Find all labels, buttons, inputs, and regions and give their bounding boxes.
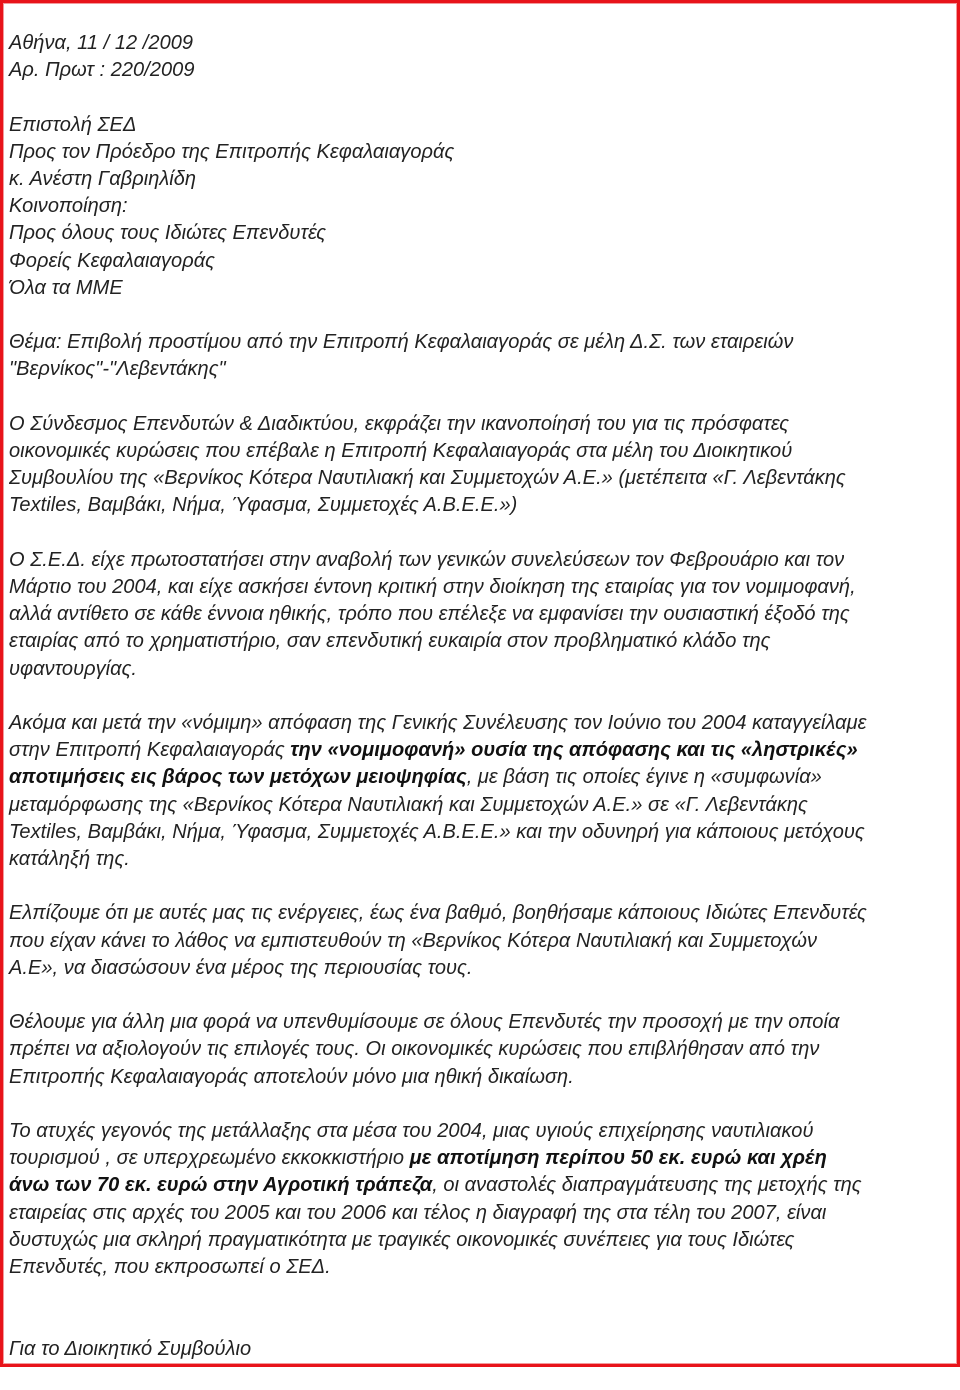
- letter-date: Αθήνα, 11 / 12 /2009: [9, 32, 194, 54]
- paragraph-line: Ο Σ.Ε.Δ. είχε πρωτοστατήσει στην αναβολή των γενικών συνελεύσεων τον Φεβρουάριο και τον: [9, 548, 845, 571]
- recipient-line: Φορείς Κεφαλαιαγοράς: [9, 249, 215, 272]
- paragraph-line: [9, 737, 960, 764]
- bold-emphasis: άνω των 70 εκ. ευρώ στην Αγροτική τράπεζα: [9, 1174, 433, 1197]
- paragraph-line: υφαντουργίας.: [9, 657, 138, 680]
- paragraph-line: [9, 1145, 960, 1172]
- paragraph-line: δυστυχώς μια σκληρή πραγματικότητα με τραγικές οικονομικές συνέπειες για τους Ιδιώτες: [9, 1228, 795, 1251]
- paragraph-line: Textiles, Βαμβάκι, Νήμα, Ύφασμα, Συμμετοχές Α.Β.Ε.Ε.»): [9, 494, 518, 517]
- paragraph-line: Ελπίζουμε ότι με αυτές μας τις ενέργειες, έως ένα βαθμό, βοηθήσαμε κάποιους Ιδιώτες Επενδυτές: [9, 902, 867, 925]
- closing-line: Για το Διοικητικό Συμβούλιο: [9, 1337, 252, 1360]
- paragraph-1: [9, 411, 960, 520]
- paragraph-line: εταιρείας στις αρχές του 2005 και του 2006 και τέλος η διαγραφή της στα τέλη του 2007, είναι: [9, 1201, 827, 1224]
- recipient-line: Όλα τα ΜΜΕ: [9, 276, 123, 299]
- bold-emphasis: την «νομιμοφανή» ουσία της απόφασης και τις «ληστρικές»: [290, 739, 858, 762]
- paragraph-line: μεταμόρφωσης της «Βερνίκος Κότερα Ναυτιλιακή και Συμμετοχών Α.Ε.» σε «Γ. Λεβεντάκης: [9, 793, 808, 816]
- paragraph-line: πρέπει να αξιολογούν τις επιλογές τους. Οι οικονομικές κυρώσεις που επιβλήθησαν από την: [9, 1038, 820, 1061]
- subject-paragraph: [9, 329, 960, 383]
- letter-body: [9, 30, 960, 1390]
- paragraph-5: [9, 1009, 960, 1091]
- recipient-line: Κοινοποίηση:: [9, 195, 128, 218]
- letter-header: [9, 30, 960, 84]
- paragraph-line: Επιτροπής Κεφαλαιαγοράς αποτελούν μόνο μια ηθική δικαίωση.: [9, 1065, 574, 1088]
- recipient-line: Προς τον Πρόεδρο της Επιτροπής Κεφαλαιαγοράς: [9, 140, 455, 163]
- paragraph-line: κατάληξή της.: [9, 848, 130, 871]
- bold-emphasis: αποτιμήσεις εις βάρος των μετόχων μειοψηφίας: [9, 766, 467, 789]
- paragraph-line: Συμβουλίου της «Βερνίκος Κότερα Ναυτιλιακή και Συμμετοχών Α.Ε.» (μετέπειτα «Γ. Λεβεντάκης: [9, 467, 846, 490]
- plain-text: , οι αναστολές διαπραγμάτευσης της μετοχής της: [432, 1174, 862, 1197]
- paragraph-line: εταιρίας από το χρηματιστήριο, σαν επενδυτική ευκαιρία στον προβληματικό κλάδο της: [9, 630, 771, 653]
- paragraph-4: [9, 900, 960, 982]
- paragraph-line: Το ατυχές γεγονός της μετάλλαξης στα μέσα του 2004, μιας υγιούς επιχείρησης ναυτιλιακού: [9, 1120, 814, 1142]
- paragraph-line: που είχαν κάνει το λάθος να εμπιστευθούν τη «Βερνίκος Κότερα Ναυτιλιακή και Συμμετοχών: [9, 929, 818, 952]
- recipient-line: Προς όλους τους Ιδιώτες Επενδυτές: [9, 222, 327, 245]
- plain-text: , με βάση τις οποίες έγινε η «συμφωνία»: [466, 766, 822, 789]
- spacer: [9, 1281, 960, 1335]
- paragraph-line: [9, 1172, 960, 1199]
- recipient-line: Επιστολή ΣΕΔ: [9, 113, 137, 136]
- plain-text: στην Επιτροπή Κεφαλαιαγοράς: [9, 739, 291, 762]
- paragraph-line: Α.Ε», να διασώσουν ένα μέρος της περιουσίας τους.: [9, 956, 473, 979]
- paragraph-line: Ο Σύνδεσμος Επενδυτών & Διαδικτύου, εκφράζει την ικανοποίησή του για τις πρόσφατες: [9, 412, 789, 435]
- recipients-block: [9, 112, 960, 302]
- paragraph-2: [9, 547, 960, 683]
- paragraph-line: [9, 764, 960, 791]
- paragraph-line: Θέλουμε για άλλη μια φορά να υπενθυμίσουμε σε όλους Επενδυτές την προσοχή με την οποία: [9, 1011, 840, 1034]
- plain-text: τουρισμού , σε υπερχρεωμένο εκκοκκιστήριο: [9, 1147, 410, 1170]
- subject-line: "Βερνίκος"-"Λεβεντάκης": [9, 358, 226, 381]
- paragraph-6: [9, 1118, 960, 1281]
- paragraph-line: Ακόμα και μετά την «νόμιμη» απόφαση της Γενικής Συνέλευσης τον Ιούνιο του 2004 καταγγείλαμε: [9, 712, 867, 734]
- paragraph-line: αλλά αντίθετο σε κάθε έννοια ηθικής, τρόπο που επέλεξε να εμφανίσει την ουσιαστική έξοδό της: [9, 603, 850, 626]
- paragraph-line: οικονομικές κυρώσεις που επέβαλε η Επιτροπή Κεφαλαιαγοράς στα μέλη του Διοικητικού: [9, 440, 793, 462]
- paragraph-line: Μάρτιο του 2004, και είχε ασκήσει έντονη κριτική στην διοίκηση της εταιρίας για τον νομιμοφανή,: [9, 576, 856, 598]
- paragraph-3: [9, 710, 960, 873]
- recipient-line: κ. Ανέστη Γαβριηλίδη: [9, 168, 197, 190]
- subject-line: Θέμα: Επιβολή προστίμου από την Επιτροπή Κεφαλαιαγοράς σε μέλη Δ.Σ. των εταιρειών: [9, 331, 794, 354]
- paragraph-line: Επενδυτές, που εκπροσωπεί ο ΣΕΔ.: [9, 1256, 331, 1279]
- paragraph-line: Textiles, Βαμβάκι, Νήμα, Ύφασμα, Συμμετοχές Α.Β.Ε.Ε.» και την οδυνηρή για κάποιους μετόχους: [9, 820, 865, 843]
- bold-emphasis: με αποτίμηση περίπου 50 εκ. ευρώ και χρέη: [409, 1147, 827, 1170]
- protocol-number: Αρ. Πρωτ : 220/2009: [9, 59, 195, 82]
